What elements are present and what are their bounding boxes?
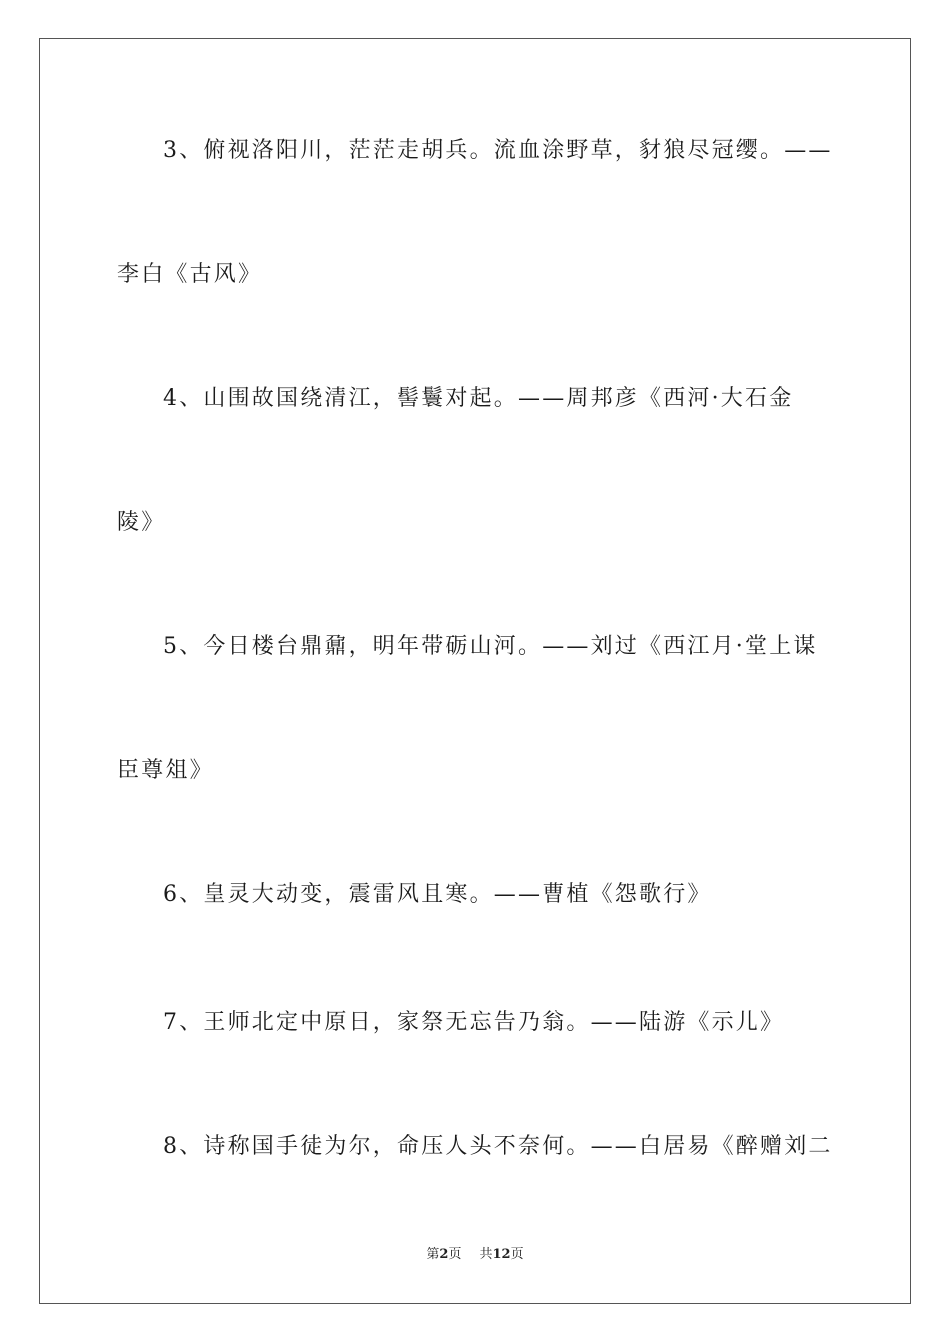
poem-line-4-continued: 陵》: [117, 510, 166, 535]
poem-line-7: 7、王师北定中原日，家祭无忘告乃翁。——陆游《示儿》: [163, 1010, 785, 1035]
poem-line-6: 6、皇灵大动变，震雷风且寒。——曹植《怨歌行》: [163, 882, 712, 907]
poem-line-8: 8、诗称国手徒为尔，命压人头不奈何。——白居易《醉赠刘二: [163, 1134, 833, 1159]
total-pages: 12: [492, 1247, 511, 1262]
poem-line-4: 4、山围故国绕清江，髻鬟对起。——周邦彦《西河·大石金: [163, 386, 794, 411]
poem-line-3: 3、俯视洛阳川，茫茫走胡兵。流血涂野草，豺狼尽冠缨。——: [163, 138, 833, 163]
page-number: 2: [439, 1247, 449, 1262]
poem-line-5-continued: 臣尊俎》: [117, 758, 214, 783]
poem-line-3-continued: 李白《古风》: [117, 262, 263, 287]
page-border: [39, 38, 911, 1304]
poem-line-5: 5、今日楼台鼎鼐，明年带砺山河。——刘过《西江月·堂上谋: [163, 634, 818, 659]
page-indicator: 第2页: [426, 1247, 462, 1262]
page-footer: [0, 1246, 950, 1264]
total-pages-indicator: 共12页: [479, 1247, 524, 1262]
